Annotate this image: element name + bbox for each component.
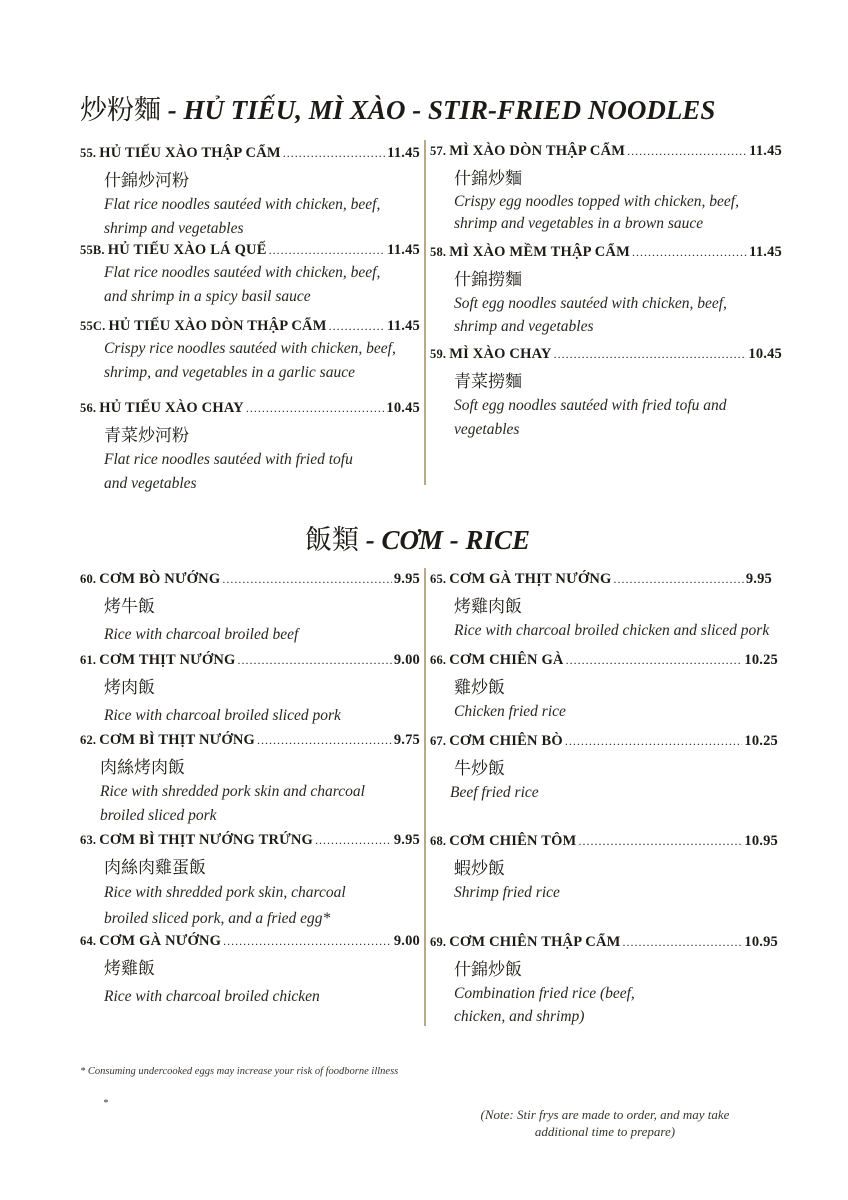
item-chinese-name: 肉絲肉雞蛋飯 [104,858,206,878]
item-description: Flat rice noodles sautéed with chicken, beef, shrimp and vegetables [104,196,381,237]
item-name: CƠM CHIÊN GÀ [449,652,564,668]
item-name: HỦ TIẾU XÀO CHAY [99,400,244,416]
menu-item-69: 69. CƠM CHIÊN THẬP CẨM ..... 10.95 什錦炒飯 Combination fried rice (beef, chicken, and shrimp) [430,934,778,1028]
menu-item-65: 65. CƠM GÀ THỊT NƯỚNG ..... 9.95 烤雞肉飯 Rice with charcoal broiled chicken and sliced pork [430,571,772,643]
item-name: CƠM BÌ THỊT NƯỚNG [99,732,256,748]
rice-column-divider [424,568,426,1026]
item-price: 11.45 [749,244,782,260]
menu-item-67: 67. CƠM CHIÊN BÒ ..... 10.25 牛炒飯 Beef fried rice [430,733,778,805]
item-name: MÌ XÀO CHAY [449,346,552,362]
item-description: Rice with shredded pork skin, charcoal broiled sliced pork, and a fried egg* [104,884,346,927]
item-name: CƠM CHIÊN TÔM [449,833,577,849]
item-name: CƠM THỊT NƯỚNG [99,652,236,668]
item-chinese-name: 肉絲烤肉飯 [100,758,185,778]
item-chinese-name: 什錦炒飯 [454,960,522,980]
item-name: MÌ XÀO MỀM THẬP CẨM [449,244,630,260]
item-chinese-name: 烤牛飯 [104,597,155,617]
item-chinese-name: 什錦撈麵 [454,270,522,290]
item-price: 10.95 [744,833,778,849]
item-price: 10.45 [386,400,420,416]
item-description: Rice with charcoal broiled sliced pork [104,707,341,724]
item-description: Crispy egg noodles topped with chicken, beef, shrimp and vegetables in a brown sauce [454,193,739,232]
menu-item-58: 58. MÌ XÀO MỀM THẬP CẨM ..... 11.45 什錦撈麵 Soft egg noodles sautéed with chicken, beef, shrimp and vegetables [430,244,782,338]
item-chinese-name: 青菜炒河粉 [104,426,189,446]
item-price: 9.95 [745,571,772,587]
item-price: 9.00 [393,933,420,949]
item-name: CƠM GÀ THỊT NƯỚNG [449,571,612,587]
item-description: Crispy rice noodles sautéed with chicken, beef, shrimp, and vegetables in a garlic sauce [104,340,396,381]
item-name: HỦ TIẾU XÀO LÁ QUẾ [107,242,267,258]
item-chinese-name: 什錦炒麵 [454,169,522,189]
menu-item-60: 60. CƠM BÒ NƯỚNG ..... 9.95 烤牛飯 Rice with charcoal broiled beef [80,571,420,647]
menu-item-64: 64. CƠM GÀ NƯỚNG ..... 9.00 烤雞飯 Rice with charcoal broiled chicken [80,933,420,1009]
menu-item-56: 56. HỦ TIẾU XÀO CHAY ..... 10.45 青菜炒河粉 Flat rice noodles sautéed with fried tofu and vegetables [80,400,420,496]
item-description: Soft egg noodles sautéed with fried tofu and vegetables [454,397,727,438]
item-price: 11.45 [387,145,420,161]
item-price: 10.45 [748,346,782,362]
menu-item-55: 55. HỦ TIẾU XÀO THẬP CẨM ..... 11.45 什錦炒河粉 Flat rice noodles sautéed with chicken, beef, shrimp and vegetables [80,145,420,241]
menu-item-63: 63. CƠM BÌ THỊT NƯỚNG TRỨNG ..... 9.95 肉絲肉雞蛋飯 Rice with shredded pork skin, charcoal broiled sliced pork, and a fried egg* [80,832,420,932]
rice-title-chinese: 飯類 [305,525,359,556]
footnote-asterisk: * [103,1098,108,1109]
item-name: CƠM BÌ THỊT NƯỚNG TRỨNG [99,832,314,848]
item-price: 10.95 [744,934,778,950]
item-description: Flat rice noodles sautéed with chicken, beef, and shrimp in a spicy basil sauce [104,264,381,305]
item-chinese-name: 什錦炒河粉 [104,171,189,191]
noodles-title-chinese: 炒粉麵 [80,95,161,126]
rice-title-text: - CƠM - RICE [359,525,531,555]
item-name: MÌ XÀO DÒN THẬP CẨM [449,143,626,159]
noodles-column-divider [424,140,426,485]
menu-item-66: 66. CƠM CHIÊN GÀ ..... 10.25 雞炒飯 Chicken fried rice [430,652,778,724]
menu-item-62: 62. CƠM BÌ THỊT NƯỚNG ..... 9.75 肉絲烤肉飯 Rice with shredded pork skin and charcoal broiled sliced pork [80,732,420,828]
egg-footnote: * Consuming undercooked eggs may increase your risk of foodborne illness [80,1066,399,1077]
item-price: 11.45 [387,318,420,334]
item-chinese-name: 烤雞飯 [104,959,155,979]
item-chinese-name: 烤雞肉飯 [454,597,522,617]
item-price: 10.25 [744,733,778,749]
menu-item-57: 57. MÌ XÀO DÒN THẬP CẨM ..... 11.45 什錦炒麵 Crispy egg noodles topped with chicken, beef, shrimp and vegetables in a brown sauce [430,143,782,235]
item-name: HỦ TIẾU XÀO DÒN THẬP CẨM [108,318,327,334]
item-name: CƠM GÀ NƯỚNG [99,933,222,949]
item-chinese-name: 牛炒飯 [454,759,505,779]
menu-item-61: 61. CƠM THỊT NƯỚNG ..... 9.00 烤肉飯 Rice with charcoal broiled sliced pork [80,652,420,728]
item-description: Flat rice noodles sautéed with fried tofu and vegetables [104,451,353,492]
menu-item-55b: 55B. HỦ TIẾU XÀO LÁ QUẾ ..... 11.45 Flat rice noodles sautéed with chicken, beef, and shrimp in a spicy basil sauce [80,242,420,309]
item-price: 9.95 [393,571,420,587]
noodles-section-title [80,88,715,127]
item-name: CƠM CHIÊN BÒ [449,733,563,749]
item-name: CƠM CHIÊN THẬP CẨM [449,934,621,950]
item-price: 10.25 [744,652,778,668]
noodles-title-text: - HỦ TIẾU, MÌ XÀO - STIR-FRIED NOODLES [161,95,716,125]
item-price: 9.75 [393,732,420,748]
item-description: Combination fried rice (beef, chicken, and shrimp) [454,985,635,1025]
item-chinese-name: 烤肉飯 [104,678,155,698]
rice-section-title [305,518,530,557]
item-chinese-name: 雞炒飯 [454,678,505,698]
item-description: Rice with charcoal broiled chicken and sliced pork [454,622,770,639]
item-description: Soft egg noodles sautéed with chicken, beef, shrimp and vegetables [454,295,727,335]
stirfry-note: (Note: Stir frys are made to order, and may take additional time to prepare) [480,1107,730,1139]
item-chinese-name: 青菜撈麵 [454,372,522,392]
item-description: Rice with charcoal broiled beef [104,626,299,643]
item-price: 9.95 [393,832,420,848]
item-description: Beef fried rice [450,784,539,801]
item-description: Shrimp fried rice [454,884,560,901]
menu-item-55c: 55C. HỦ TIẾU XÀO DÒN THẬP CẨM ..... 11.45 Crispy rice noodles sautéed with chicken, beef, shrimp, and vegetables in a garlic sauce [80,318,420,385]
menu-item-59: 59. MÌ XÀO CHAY ..... 10.45 青菜撈麵 Soft egg noodles sautéed with fried tofu and vegetables [430,346,782,442]
item-price: 11.45 [387,242,420,258]
item-price: 11.45 [749,143,782,159]
item-description: Chicken fried rice [454,703,566,720]
item-name: HỦ TIẾU XÀO THẬP CẨM [99,145,281,161]
item-description: Rice with shredded pork skin and charcoal broiled sliced pork [100,783,365,824]
item-description: Rice with charcoal broiled chicken [104,988,320,1005]
item-name: CƠM BÒ NƯỚNG [99,571,221,587]
item-chinese-name: 蝦炒飯 [454,859,505,879]
menu-item-68: 68. CƠM CHIÊN TÔM ..... 10.95 蝦炒飯 Shrimp fried rice [430,833,778,905]
item-price: 9.00 [393,652,420,668]
